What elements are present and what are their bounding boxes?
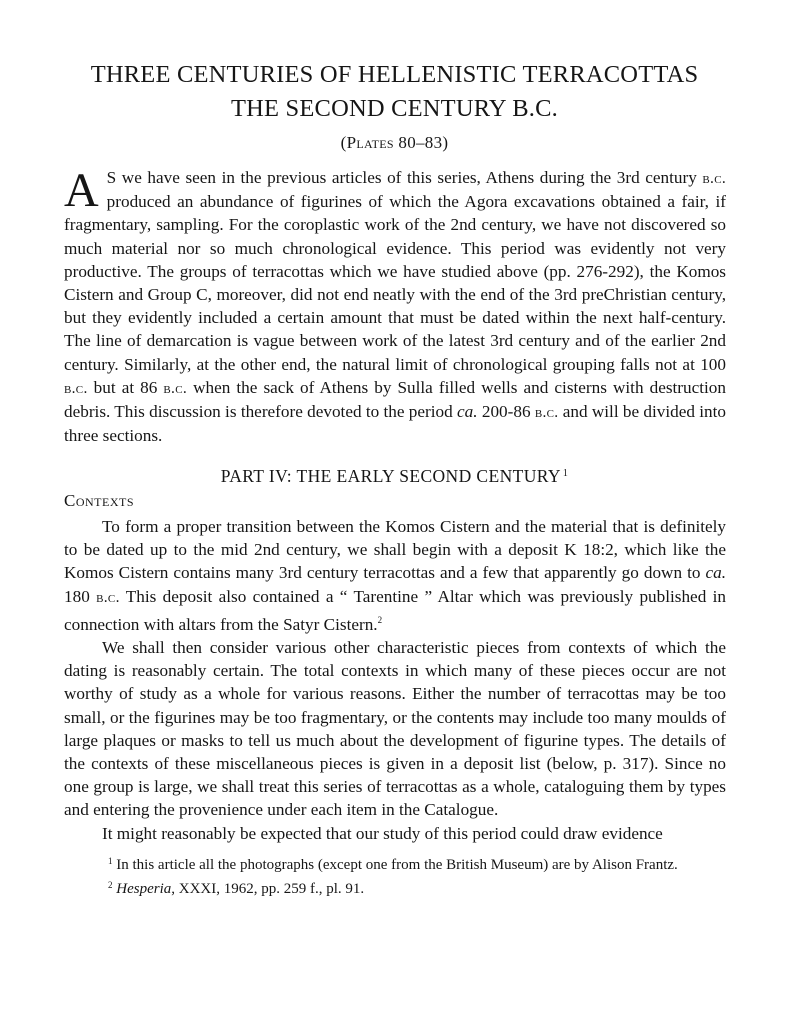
footnote-number: 2 bbox=[108, 880, 113, 890]
intro-text: 200-86 bbox=[477, 402, 535, 422]
circa-abbrev: ca. bbox=[457, 402, 478, 422]
bc-abbrev: b.c. bbox=[534, 404, 559, 422]
paragraph-text: 180 bbox=[64, 586, 97, 606]
bc-abbrev: b.c. bbox=[96, 588, 120, 606]
intro-text: S we have seen in the previous articles of this series, Athens during the 3rd century bbox=[106, 168, 703, 187]
footnote-marker[interactable]: 2 bbox=[377, 614, 383, 625]
intro-text: when the sack of Athens by Sulla filled wells and cisterns with destruction debris. This discussion is therefore devoted to the period bbox=[64, 377, 726, 422]
plates-reference bbox=[40, 133, 749, 153]
paragraph: It might reasonably be expected that our study of this period could draw evidence bbox=[102, 823, 663, 843]
paragraph bbox=[64, 515, 726, 636]
bc-abbrev: b.c. bbox=[702, 170, 726, 187]
footnote-text: In this article all the photographs (except one from the British Museum) are by Alison Frantz. bbox=[116, 857, 678, 873]
intro-text: but at 86 bbox=[87, 377, 164, 397]
body-text bbox=[64, 515, 726, 845]
intro-paragraph bbox=[64, 166, 726, 447]
bc-abbrev: b.c. bbox=[163, 379, 188, 397]
drop-cap: A bbox=[64, 164, 99, 217]
circa-abbrev: ca. bbox=[705, 563, 726, 583]
footnote-text: , XXXI, 1962, pp. 259 f., pl. 91. bbox=[171, 881, 365, 897]
bc-abbrev: b.c. bbox=[64, 379, 88, 397]
intro-text: produced an abundance of figurines of which the Agora excavations obtained a fair, if fragmentary, sampling. For the coroplastic work of the 2nd century, we have not discovered so much material nor so much chronological evidence. This period was evidently not very productive. The groups of terracottas which we have studied above (pp. 276-292), the Komos Cistern and Group C, moreover, did not end neatly with the end of the 3rd preChristian century, but they evidently included a certain amount that must be dated within the next half-century. The line of demarcation is vague between work of the latest 3rd century and of the earlier 2nd century. Similarly, at the other end, the natural limit of chronological grouping falls not at 100 bbox=[64, 192, 726, 374]
article-subtitle: THE SECOND CENTURY B.C. bbox=[231, 95, 558, 122]
subsection-heading: Contexts bbox=[64, 491, 135, 510]
paragraph: We shall then consider various other characteristic pieces from contexts of which the dating is reasonably certain. The total contexts in which many of these pieces occur are not worthy of study as a whole for various reasons. Either the number of terracottas may be too small, or the figurines may be too fragmentary, or the contents may include too many moulds of large plaques or masks to tell us much about the development of figurine types. The details of the contexts of these miscellaneous pieces is given in a deposit list (below, p. 317). Since no one group is large, we shall treat this series of terracottas as a whole, cataloguing them by types and entering the provenience under each item in the Catalogue. bbox=[64, 638, 726, 820]
paragraph-text: This deposit also contained a “ Tarentine ” Altar which was previously published in connection with altars from the Satyr Cistern. bbox=[64, 586, 726, 634]
footnote-number: 1 bbox=[108, 856, 113, 866]
intro-text: and will be divided into three sections. bbox=[64, 402, 727, 446]
article-title: THREE CENTURIES OF HELLENISTIC TERRACOTTAS bbox=[90, 61, 699, 88]
footnote bbox=[108, 851, 748, 875]
footnote bbox=[108, 875, 748, 899]
section-heading-text: PART IV: THE EARLY SECOND CENTURY bbox=[220, 466, 561, 486]
plates-text: (Plates 80–83) bbox=[340, 133, 449, 152]
paragraph-text: To form a proper transition between the Komos Cistern and the material that is definitely to be dated up to the mid 2nd century, we shall begin with a deposit K 18:2, which like the Komos Cistern contains many 3rd century terracottas and a few that apparently go down to bbox=[64, 517, 726, 583]
journal-name: Hesperia bbox=[116, 881, 172, 897]
footnote-marker[interactable]: 1 bbox=[562, 468, 569, 479]
section-heading bbox=[40, 466, 749, 487]
footnotes bbox=[108, 851, 748, 899]
